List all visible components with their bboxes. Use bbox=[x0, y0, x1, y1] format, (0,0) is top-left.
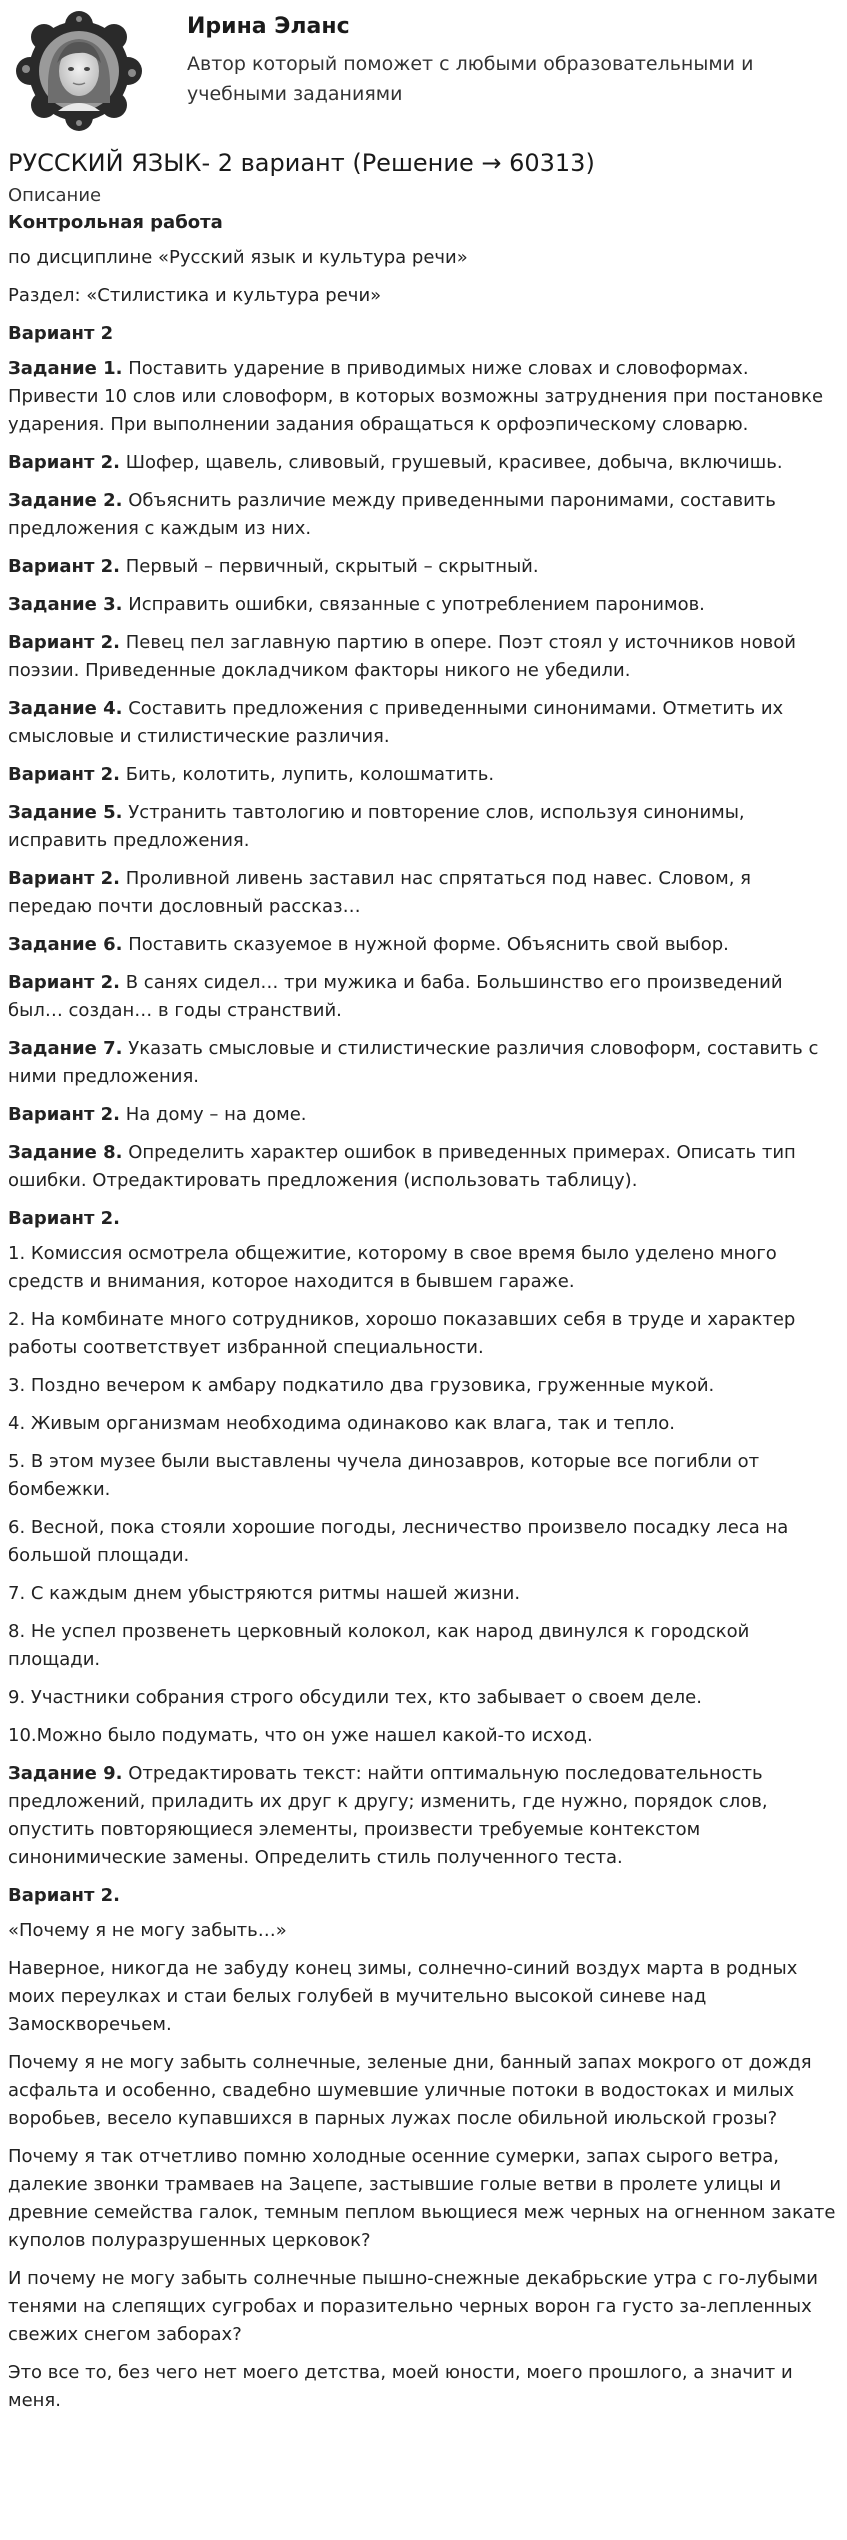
task-1 bbox=[8, 355, 839, 439]
variant-text: Шофер, щавель, сливовый, грушевый, красивее, добыча, включишь. bbox=[120, 452, 783, 473]
variant-4 bbox=[8, 761, 839, 789]
task-text: Составить предложения с приведенными синонимами. Отметить их смысловые и стилистические различия. bbox=[8, 698, 784, 747]
task-label: Задание 8. bbox=[8, 1142, 123, 1163]
sentence-item: 7. С каждым днем убыстряются ритмы нашей жизни. bbox=[8, 1583, 521, 1604]
variant-6 bbox=[8, 969, 839, 1025]
author-block bbox=[0, 0, 847, 141]
sentence-item: 3. Поздно вечером к амбару подкатило два грузовика, груженные мукой. bbox=[8, 1375, 715, 1396]
sentence-item: 2. На комбинате много сотрудников, хорошо показавших себя в труде и характер работы соответствует избранной специальности. bbox=[8, 1309, 796, 1358]
task-4 bbox=[8, 695, 839, 751]
variant-label: Вариант 2. bbox=[8, 972, 121, 993]
variant-text: Проливной ливень заставил нас спрятаться под навес. Словом, я передаю почти дословный рассказ… bbox=[8, 868, 751, 917]
task-label: Задание 4. bbox=[8, 698, 123, 719]
variant-label: Вариант 2. bbox=[8, 868, 121, 889]
text-paragraph: Наверное, никогда не забуду конец зимы, солнечно-синий воздух марта в родных моих переулках и стаи белых голубей в мучительно высокой синеве над Замоскворечьем. bbox=[8, 1958, 798, 2035]
text-paragraph: Почему я не могу забыть солнечные, зеленые дни, банный запах мокрого от дождя асфальта и особенно, свадебно шумевшие уличные потоки в водостоках и милых воробьев, весело купавшихся в парных лужах после обильной июльской грозы? bbox=[8, 2052, 812, 2129]
doc-heading: Контрольная работа bbox=[8, 212, 223, 233]
variant-label: Вариант 2. bbox=[8, 632, 121, 653]
task-label: Задание 1. bbox=[8, 358, 123, 379]
variant-heading: Вариант 2 bbox=[8, 323, 114, 344]
task-label: Задание 7. bbox=[8, 1038, 123, 1059]
task-8 bbox=[8, 1139, 839, 1195]
variant-text: Певец пел заглавную партию в опере. Поэт стоял у источников новой поэзии. Приведенные докладчиком факторы никого не убедили. bbox=[8, 632, 796, 681]
task-text: Поставить ударение в приводимых ниже словах и словоформах. Привести 10 слов или словоформ, в которых возможны затруднения при постановке ударения. При выполнении задания обращаться к орфоэпическому словарю. bbox=[8, 358, 824, 435]
task-7 bbox=[8, 1035, 839, 1091]
variant-label: Вариант 2. bbox=[8, 764, 121, 785]
task-label: Задание 2. bbox=[8, 490, 123, 511]
task-text: Устранить тавтологию и повторение слов, используя синонимы, исправить предложения. bbox=[8, 802, 745, 851]
description-content bbox=[0, 209, 847, 2415]
task-text: Исправить ошибки, связанные с употреблением паронимов. bbox=[122, 594, 705, 615]
variant-text: Первый – первичный, скрытый – скрытный. bbox=[120, 556, 539, 577]
task-9 bbox=[8, 1760, 839, 1872]
task-label: Задание 6. bbox=[8, 934, 123, 955]
description-label: Описание bbox=[8, 185, 102, 206]
sentence-item: 5. В этом музее были выставлены чучела динозавров, которые все погибли от бомбежки. bbox=[8, 1451, 760, 1500]
task-label: Задание 3. bbox=[8, 594, 123, 615]
variant-1 bbox=[8, 449, 839, 477]
variant-3 bbox=[8, 629, 839, 685]
variant-text: Бить, колотить, лупить, колошматить. bbox=[120, 764, 495, 785]
task-5 bbox=[8, 799, 839, 855]
product-title: РУССКИЙ ЯЗЫК- 2 вариант (Решение → 60313) bbox=[8, 149, 595, 177]
task-2 bbox=[8, 487, 839, 543]
author-name[interactable]: Ирина Эланс bbox=[187, 14, 350, 39]
variant-5 bbox=[8, 865, 839, 921]
variant-2 bbox=[8, 553, 839, 581]
variant-label: Вариант 2. bbox=[8, 556, 121, 577]
sentence-item: 9. Участники собрания строго обсудили тех, кто забывает о своем деле. bbox=[8, 1687, 702, 1708]
sentence-item: 6. Весной, пока стояли хорошие погоды, лесничество произвело посадку леса на большой площади. bbox=[8, 1517, 789, 1566]
task-text: Объяснить различие между приведенными паронимами, составить предложения с каждым из них. bbox=[8, 490, 776, 539]
text-paragraph: И почему не могу забыть солнечные пышно-снежные декабрьские утра с го-лубыми тенями на слепящих сугробах и поразительно черных ворон га густо за-лепленных свежих снегом заборах? bbox=[8, 2268, 818, 2345]
variant-label: Вариант 2. bbox=[8, 452, 121, 473]
section-line: Раздел: «Стилистика и культура речи» bbox=[8, 285, 382, 306]
task-label: Задание 9. bbox=[8, 1763, 123, 1784]
task-label: Задание 5. bbox=[8, 802, 123, 823]
author-avatar[interactable] bbox=[8, 11, 150, 131]
sentence-item: 8. Не успел прозвенеть церковный колокол, как народ двинулся к городской площади. bbox=[8, 1621, 750, 1670]
task-text: Поставить сказуемое в нужной форме. Объяснить свой выбор. bbox=[122, 934, 729, 955]
task-6 bbox=[8, 931, 839, 959]
variant-label: Вариант 2. bbox=[8, 1104, 121, 1125]
variant-text: На дому – на доме. bbox=[120, 1104, 307, 1125]
task-text: Отредактировать текст: найти оптимальную последовательность предложений, приладить их друг к другу; изменить, где нужно, порядок слов, опустить повторяющиеся элементы, произвести требуемые контекстом синонимические замены. Определить стиль полученного теста. bbox=[8, 1763, 768, 1868]
task-text: Указать смысловые и стилистические различия словоформ, составить с ними предложения. bbox=[8, 1038, 819, 1087]
task-3 bbox=[8, 591, 839, 619]
text-paragraph: Это все то, без чего нет моего детства, моей юности, моего прошлого, а значит и меня. bbox=[8, 2362, 793, 2411]
author-description: Автор который поможет с любыми образовательными и учебными заданиями bbox=[187, 53, 754, 105]
sentence-item: 10.Можно было подумать, что он уже нашел какой-то исход. bbox=[8, 1725, 593, 1746]
variant-7 bbox=[8, 1101, 839, 1129]
task-text: Определить характер ошибок в приведенных примерах. Описать тип ошибки. Отредактировать предложения (использовать таблицу). bbox=[8, 1142, 796, 1191]
discipline-line: по дисциплине «Русский язык и культура речи» bbox=[8, 247, 468, 268]
text-title: «Почему я не могу забыть…» bbox=[8, 1920, 287, 1941]
sentence-item: 4. Живым организмам необходима одинаково как влага, так и тепло. bbox=[8, 1413, 675, 1434]
variant-8-heading: Вариант 2. bbox=[8, 1208, 121, 1229]
text-paragraph: Почему я так отчетливо помню холодные осенние сумерки, запах сырого ветра, далекие звонки трамваев на Зацепе, застывшие голые ветви в пролете улицы и древние семейства галок, темным пеплом вьющиеся меж черных на огненном закате куполов полуразрушенных церковок? bbox=[8, 2146, 836, 2251]
sentence-item: 1. Комиссия осмотрела общежитие, которому в свое время было уделено много средств и внимания, которое находится в бывшем гараже. bbox=[8, 1243, 777, 1292]
variant-9-heading: Вариант 2. bbox=[8, 1885, 121, 1906]
variant-text: В санях сидел… три мужика и баба. Большинство его произведений был… создан… в годы странствий. bbox=[8, 972, 783, 1021]
